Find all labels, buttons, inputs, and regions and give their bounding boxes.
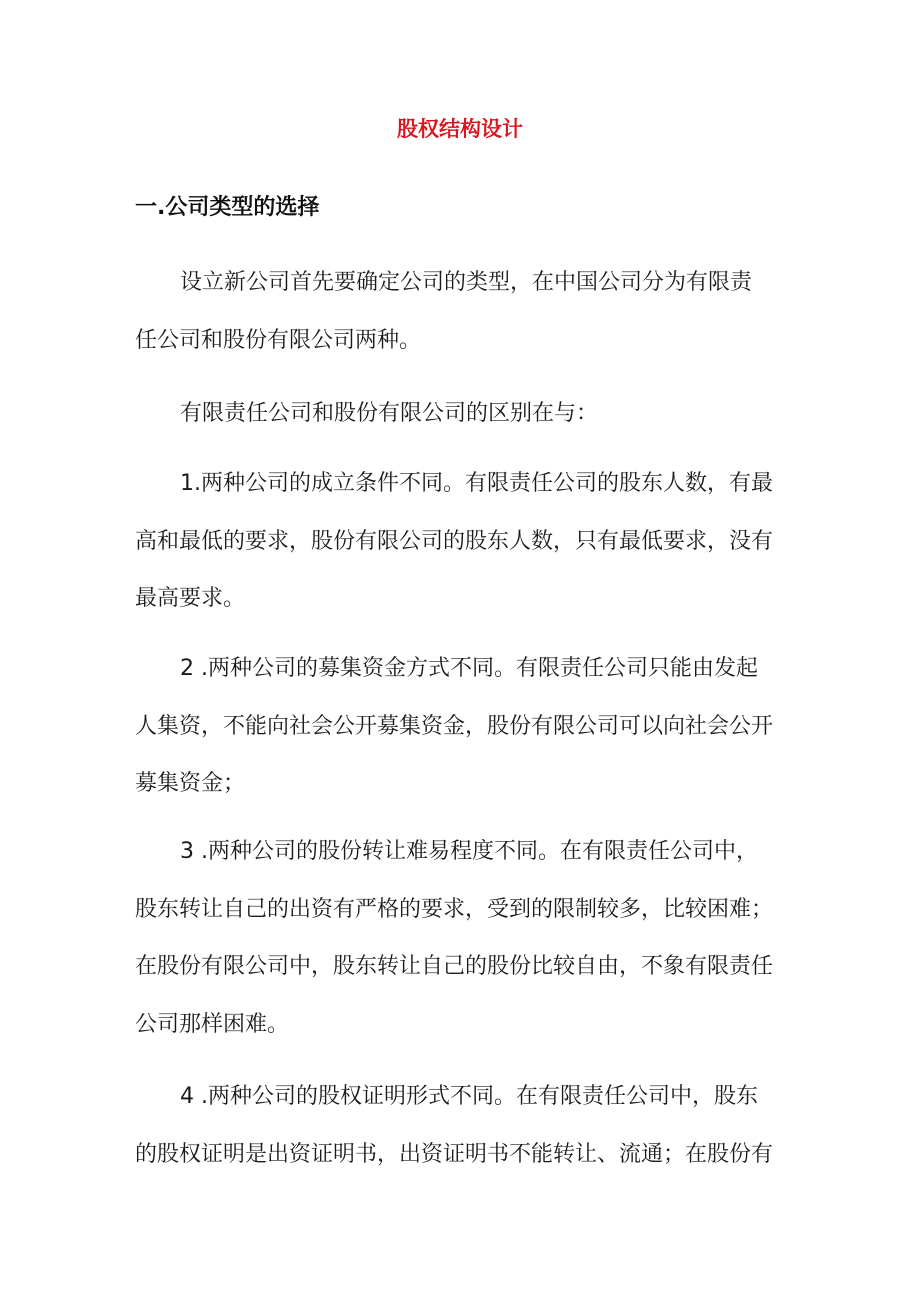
paragraph-line: 高和最低的要求，股份有限公司的股东人数，只有最低要求，没有 bbox=[135, 528, 774, 554]
paragraph-line: 4 .两种公司的股权证明形式不同。在有限责任公司中，股东 bbox=[180, 1084, 758, 1109]
paragraph-point-2 bbox=[135, 640, 795, 813]
paragraph-line: 3 .两种公司的股份转让难易程度不同。在有限责任公司中， bbox=[180, 839, 758, 864]
paragraph-differences-intro bbox=[135, 385, 795, 443]
paragraph-line: 设立新公司首先要确定公司的类型，在中国公司分为有限责 bbox=[180, 270, 753, 295]
paragraph-line: 募集资金； bbox=[135, 771, 246, 796]
paragraph-line: 任公司和股份有限公司两种。 bbox=[135, 327, 422, 353]
paragraph-line: 的股权证明是出资证明书，出资证明书不能转让、流通；在股份有 bbox=[135, 1141, 774, 1167]
paragraph-company-types bbox=[135, 254, 795, 369]
section-heading: 一.公司类型的选择 bbox=[135, 195, 320, 220]
paragraph-line: 在股份有限公司中，股东转让自己的股份比较自由，不象有限责任 bbox=[135, 954, 774, 979]
paragraph-line: 最高要求。 bbox=[135, 586, 246, 611]
paragraph-line: 1.两种公司的成立条件不同。有限责任公司的股东人数，有最 bbox=[180, 471, 773, 496]
paragraph-point-3 bbox=[135, 823, 795, 1053]
paragraph-line: 公司那样困难。 bbox=[135, 1011, 290, 1037]
paragraph-line: 股东转让自己的出资有严格的要求，受到的限制较多，比较困难； bbox=[135, 896, 774, 922]
paragraph-line: 有限责任公司和股份有限公司的区别在与： bbox=[180, 401, 599, 426]
paragraph-line: 2 .两种公司的募集资金方式不同。有限责任公司只能由发起 bbox=[180, 656, 758, 681]
paragraph-point-4 bbox=[135, 1068, 795, 1183]
paragraph-point-1 bbox=[135, 455, 795, 628]
paragraph-line: 人集资，不能向社会公开募集资金，股份有限公司可以向社会公开 bbox=[135, 713, 774, 739]
document-title: 股权结构设计 bbox=[397, 117, 523, 141]
